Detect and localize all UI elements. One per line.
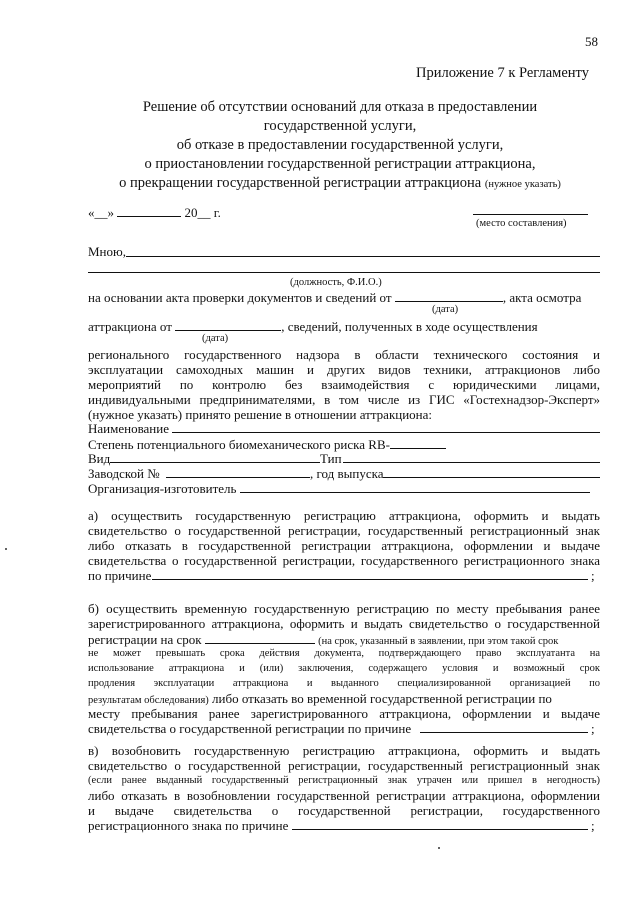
para-line-3: мероприятий по контролю без взаимодействия с юридическими лицами, [88, 377, 600, 392]
section-b-small-2: использование аттракциона и (или) заключения, содержащего условия и возможный срок [88, 663, 600, 674]
model-line [343, 462, 600, 463]
basis-line [88, 289, 581, 305]
official-line-2 [88, 272, 600, 273]
manufacturer-field [88, 481, 236, 496]
type-label: Вид [88, 451, 111, 466]
month-blank [117, 204, 181, 217]
year-suffix: г. [213, 205, 221, 220]
section-c-line-2: свидетельство о государственной регистрации, государственный регистрационный знак [88, 758, 600, 773]
section-c-line-6 [88, 818, 288, 833]
section-c-line-3: (если ранее выданный государственный регистрационный знак утрачен или пришел в негодность) [88, 775, 600, 786]
title-line-3: об отказе в предоставлении государственной услуги, [176, 137, 504, 153]
risk-blank [390, 436, 446, 449]
section-b-line-8: месту пребывания ранее зарегистрированного аттракциона, оформлении и выдаче [88, 706, 600, 721]
term-note: (на срок, указанный в заявлении, при этом такой срок [318, 636, 559, 647]
section-c-reason-label: регистрационного знака по причине [88, 818, 289, 833]
section-a-reason-line [152, 579, 588, 580]
date-caption-1: (дата) [432, 304, 459, 315]
date-caption-2: (дата) [202, 333, 229, 344]
section-c-line-5: и выдаче свидетельства о государственной регистрации, государственного [88, 803, 600, 818]
type-line [110, 462, 320, 463]
name-line [172, 432, 600, 433]
section-c-reason-line [292, 829, 588, 830]
place-line [473, 214, 588, 215]
section-a-reason-label: по причине [88, 568, 152, 583]
title-note: (нужное указать) [484, 179, 561, 190]
section-b-line-7-text: либо отказать во временной государственной регистрации по [212, 691, 552, 706]
official-line [126, 256, 600, 257]
page-number: 58 [585, 34, 598, 49]
section-b-reason-line [420, 732, 588, 733]
attraction-from-text: аттракциона от [88, 319, 172, 334]
section-b-end: ; [591, 721, 595, 736]
manufacturer-line [240, 492, 590, 493]
title-line-4: о приостановлении государственной регистрации аттракциона, [144, 156, 536, 172]
section-a-end: ; [591, 568, 595, 583]
quote-close: » [107, 205, 114, 220]
mnoyu-label: Мною, [88, 244, 126, 259]
name-field [88, 421, 169, 436]
survey-note: результатам обследования) [88, 695, 209, 706]
section-c-line-1: в) возобновить государственную регистрацию аттракциона, оформить и выдать [88, 743, 600, 758]
risk-label: Степень потенциального биомеханического риска RB- [88, 437, 390, 452]
info-received-text: , сведений, полученных в ходе осуществления [281, 319, 538, 334]
year-label: , год выпуска [310, 466, 384, 481]
year-blank: __ [197, 205, 211, 220]
section-a-line-1: а) осуществить государственную регистрацию аттракциона, оформить и выдать [88, 508, 600, 523]
year-line [383, 477, 600, 478]
section-c-end: ; [591, 818, 595, 833]
serial-line [166, 477, 310, 478]
title-line-5 [80, 174, 600, 194]
section-b-line-2: зарегистрированного аттракциона, оформить и выдать свидетельство о государственной [88, 616, 600, 631]
term-label: регистрации на срок [88, 632, 202, 647]
position-caption: (должность, Ф.И.О.) [290, 277, 382, 288]
para-line-5: (нужное указать) принято решение в отношении аттракциона: [88, 407, 433, 422]
check-date-blank [395, 289, 503, 302]
title-line-2: государственной услуги, [263, 118, 417, 134]
scan-speck [438, 847, 440, 849]
place-caption: (место составления) [476, 218, 567, 229]
para-line-2: эксплуатации самоходных машин и других видов техники, аттракционов либо [88, 362, 600, 377]
title-line-5-text: о прекращении государственной регистрации аттракциона [119, 175, 482, 191]
manufacturer-label: Организация-изготовитель [88, 481, 237, 496]
date-line [88, 204, 221, 220]
section-b-small-3: продления эксплуатации аттракциона и выданного специализированной организацией по [88, 678, 600, 689]
section-a-reason [88, 568, 151, 583]
model-label: Тип [320, 451, 342, 466]
section-b-line-9 [88, 721, 411, 736]
section-a-line-4: свидетельства о государственной регистрации, государственного регистрационного знака [88, 553, 600, 568]
day-blank: __ [94, 205, 108, 220]
para-line-4: индивидуальными предпринимателями, в том числе из ГИС «Гостехнадзор-Эксперт» [88, 392, 600, 407]
risk-field [88, 436, 446, 452]
appendix-label: Приложение 7 к Регламенту [416, 65, 589, 81]
basis-text: на основании акта проверки документов и сведений от [88, 290, 392, 305]
section-b-line-1: б) осуществить временную государственную регистрацию по месту пребывания ранее [88, 601, 600, 616]
term-blank [205, 631, 315, 644]
quote-open: « [88, 205, 95, 220]
section-a-line-3: либо отказать в государственной регистрации аттракциона, оформлении и выдаче [88, 538, 600, 553]
inspection-date-blank [175, 318, 281, 331]
section-b-reason-label: свидетельства о государственной регистрации по причине [88, 721, 412, 736]
section-a-line-2: свидетельство о государственной регистрации, государственный регистрационный знак [88, 523, 600, 538]
title-line-1: Решение об отсутствии оснований для отказа в предоставлении [142, 99, 538, 115]
attraction-from-line [88, 318, 538, 334]
type-field [88, 451, 110, 466]
serial-field [88, 466, 160, 481]
para-line-1: регионального государственного надзора в области технического состояния и [88, 347, 600, 362]
year-prefix: 20 [184, 205, 198, 220]
name-label: Наименование [88, 421, 169, 436]
basis-text-2: , акта осмотра [502, 290, 582, 305]
section-c-line-4: либо отказать в возобновлении государственной регистрации аттракциона, оформлении [88, 788, 600, 803]
scan-speck-left [5, 548, 7, 550]
serial-label: Заводской № [88, 466, 160, 481]
section-b-small-1: не может превышать срока действия документа, подтверждающего право эксплуатанта на [88, 648, 600, 659]
